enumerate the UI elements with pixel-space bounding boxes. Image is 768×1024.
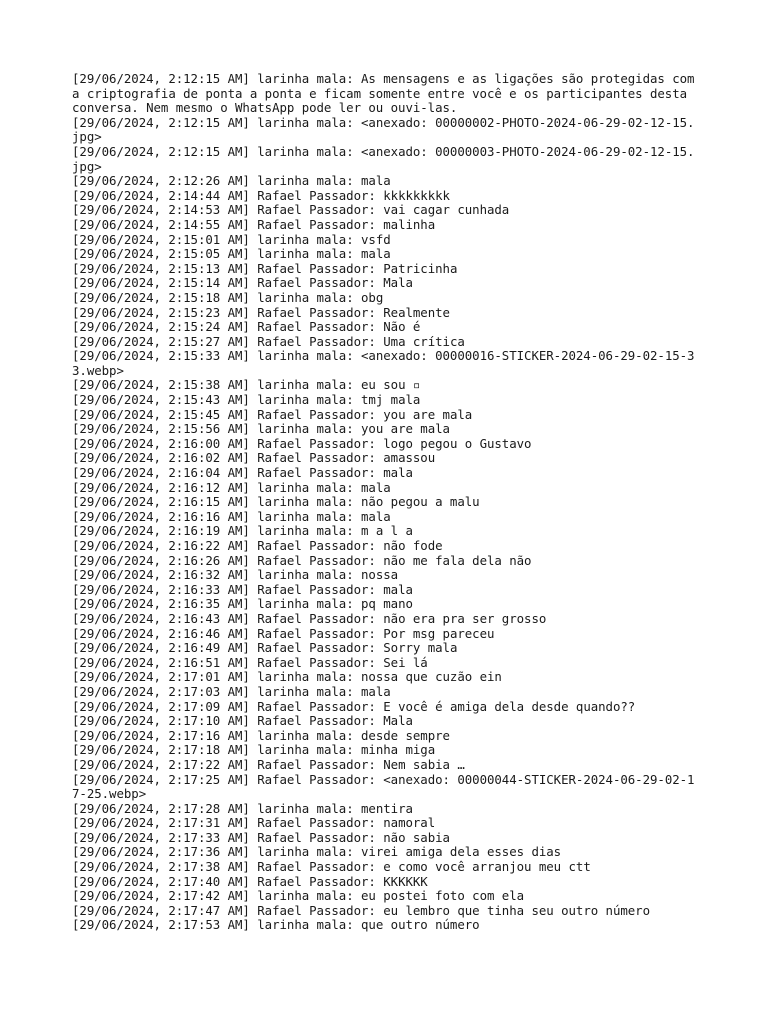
- message-text: mala: [361, 683, 391, 699]
- message-timestamp: [29/06/2024, 2:17:40 AM]: [72, 873, 250, 889]
- message-line: [29/06/2024, 2:16:12 AM] larinha mala: mala: [72, 479, 391, 495]
- message-text: Mala: [383, 275, 413, 291]
- message-text: desde sempre: [361, 727, 450, 743]
- message-text: E você é amiga dela desde quando??: [383, 698, 636, 714]
- message-line: [29/06/2024, 2:15:27 AM] Rafael Passador: Uma crítica: [72, 333, 465, 349]
- message-text: As mensagens e as ligações são protegidas com a criptografia de ponta a ponta e ficam somente entre você e os participantes desta conversa. Nem mesmo o WhatsApp pode ler ou ouvi-las.: [72, 71, 702, 116]
- message-line: [29/06/2024, 2:14:55 AM] Rafael Passador: malinha: [72, 216, 436, 232]
- message-line: [29/06/2024, 2:16:22 AM] Rafael Passador: não fode: [72, 538, 443, 553]
- message-text: Patricinha: [383, 260, 458, 276]
- message-timestamp: [29/06/2024, 2:16:46 AM]: [72, 625, 250, 641]
- message-line: [29/06/2024, 2:16:51 AM] Rafael Passador: Sei lá: [72, 654, 428, 670]
- message-sender: larinha mala: [257, 231, 347, 247]
- message-text: obg: [361, 289, 384, 305]
- message-sender: Rafael Passador: [257, 450, 369, 466]
- message-sender: larinha mala: [257, 173, 347, 189]
- message-line: [29/06/2024, 2:15:38 AM] larinha mala: eu sou ▫: [72, 377, 421, 393]
- message-timestamp: [29/06/2024, 2:16:22 AM]: [72, 538, 250, 553]
- message-sender: Rafael Passador: [257, 538, 369, 553]
- message-line: [29/06/2024, 2:16:43 AM] Rafael Passador: não era pra ser grosso: [72, 610, 547, 626]
- message-sender: larinha mala: [257, 348, 347, 364]
- message-sender: larinha mala: [257, 71, 347, 86]
- message-text: não me fala dela não: [383, 552, 532, 568]
- message-text: <anexado: 00000003-PHOTO-2024-06-29-02-12-15.jpg>: [72, 143, 695, 174]
- message-line: [29/06/2024, 2:16:33 AM] Rafael Passador: mala: [72, 581, 413, 597]
- message-sender: larinha mala: [257, 567, 347, 583]
- message-sender: larinha mala: [257, 727, 347, 743]
- message-timestamp: [29/06/2024, 2:12:15 AM]: [72, 71, 250, 86]
- message-line: [29/06/2024, 2:17:22 AM] Rafael Passador: Nem sabia …: [72, 756, 465, 772]
- message-line: [29/06/2024, 2:17:28 AM] larinha mala: mentira: [72, 800, 413, 816]
- message-line: [29/06/2024, 2:16:26 AM] Rafael Passador: não me fala dela não: [72, 552, 532, 568]
- message-line: [29/06/2024, 2:17:47 AM] Rafael Passador: eu lembro que tinha seu outro número: [72, 902, 651, 918]
- message-line: [29/06/2024, 2:16:35 AM] larinha mala: pq mano: [72, 596, 413, 612]
- message-timestamp: [29/06/2024, 2:12:26 AM]: [72, 173, 250, 189]
- message-line: [29/06/2024, 2:16:04 AM] Rafael Passador: mala: [72, 465, 413, 481]
- message-sender: larinha mala: [257, 289, 347, 305]
- message-text: não fode: [383, 538, 443, 553]
- message-sender: Rafael Passador: [257, 771, 369, 787]
- message-timestamp: [29/06/2024, 2:16:35 AM]: [72, 596, 250, 612]
- message-line: [29/06/2024, 2:16:02 AM] Rafael Passador: amassou: [72, 450, 436, 466]
- message-sender: Rafael Passador: [257, 698, 369, 714]
- message-line: [29/06/2024, 2:17:25 AM] Rafael Passador: <anexado: 00000044-STICKER-2024-06-29-02-17-25.webp>: [72, 771, 695, 802]
- message-sender: larinha mala: [257, 523, 347, 539]
- message-text: virei amiga dela esses dias: [361, 844, 562, 860]
- message-timestamp: [29/06/2024, 2:15:38 AM]: [72, 377, 250, 393]
- message-timestamp: [29/06/2024, 2:17:36 AM]: [72, 844, 250, 860]
- message-line: [29/06/2024, 2:15:23 AM] Rafael Passador: Realmente: [72, 304, 450, 320]
- message-line: [29/06/2024, 2:17:10 AM] Rafael Passador: Mala: [72, 713, 413, 729]
- message-sender: Rafael Passador: [257, 756, 369, 772]
- message-sender: Rafael Passador: [257, 829, 369, 845]
- message-line: [29/06/2024, 2:17:16 AM] larinha mala: desde sempre: [72, 727, 450, 743]
- message-text: pq mano: [361, 596, 413, 612]
- message-text: Por msg pareceu: [383, 625, 495, 641]
- message-sender: larinha mala: [257, 421, 347, 437]
- message-sender: larinha mala: [257, 377, 347, 393]
- message-text: e como você arranjou meu ctt: [383, 859, 591, 875]
- message-line: [29/06/2024, 2:17:18 AM] larinha mala: minha miga: [72, 742, 436, 758]
- message-text: Uma crítica: [383, 333, 465, 349]
- message-text: não sabia: [383, 829, 450, 845]
- message-timestamp: [29/06/2024, 2:17:25 AM]: [72, 771, 250, 787]
- message-line: [29/06/2024, 2:17:33 AM] Rafael Passador: não sabia: [72, 829, 450, 845]
- message-line: [29/06/2024, 2:17:09 AM] Rafael Passador: E você é amiga dela desde quando??: [72, 698, 636, 714]
- message-timestamp: [29/06/2024, 2:14:44 AM]: [72, 187, 250, 203]
- message-timestamp: [29/06/2024, 2:16:51 AM]: [72, 654, 250, 670]
- message-sender: Rafael Passador: [257, 552, 369, 568]
- message-line: [29/06/2024, 2:15:33 AM] larinha mala: <anexado: 00000016-STICKER-2024-06-29-02-15-33.webp>: [72, 348, 695, 378]
- message-timestamp: [29/06/2024, 2:16:33 AM]: [72, 581, 250, 597]
- message-sender: Rafael Passador: [257, 640, 369, 656]
- message-text: mala: [361, 173, 391, 189]
- message-timestamp: [29/06/2024, 2:17:47 AM]: [72, 902, 250, 918]
- message-sender: Rafael Passador: [257, 654, 369, 670]
- message-timestamp: [29/06/2024, 2:16:43 AM]: [72, 610, 250, 626]
- message-text: you are mala: [383, 406, 473, 422]
- message-line: [29/06/2024, 2:15:43 AM] larinha mala: tmj mala: [72, 392, 421, 408]
- message-timestamp: [29/06/2024, 2:15:45 AM]: [72, 406, 250, 422]
- message-text: <anexado: 00000002-PHOTO-2024-06-29-02-12-15.jpg>: [72, 114, 695, 145]
- message-text: kkkkkkkkk: [383, 187, 450, 203]
- message-sender: Rafael Passador: [257, 304, 369, 320]
- message-timestamp: [29/06/2024, 2:16:32 AM]: [72, 567, 250, 583]
- message-line: [29/06/2024, 2:17:53 AM] larinha mala: que outro número: [72, 917, 480, 933]
- message-timestamp: [29/06/2024, 2:15:27 AM]: [72, 333, 250, 349]
- message-timestamp: [29/06/2024, 2:17:01 AM]: [72, 669, 250, 685]
- message-timestamp: [29/06/2024, 2:17:42 AM]: [72, 888, 250, 904]
- message-timestamp: [29/06/2024, 2:17:53 AM]: [72, 917, 250, 933]
- message-sender: Rafael Passador: [257, 625, 369, 641]
- message-text: tmj mala: [361, 392, 421, 408]
- message-sender: Rafael Passador: [257, 610, 369, 626]
- message-line: [29/06/2024, 2:15:14 AM] Rafael Passador: Mala: [72, 275, 413, 291]
- message-line: [29/06/2024, 2:12:26 AM] larinha mala: mala: [72, 173, 391, 189]
- message-text: não era pra ser grosso: [383, 610, 547, 626]
- message-text: namoral: [383, 815, 436, 831]
- message-line: [29/06/2024, 2:16:16 AM] larinha mala: mala: [72, 508, 391, 524]
- message-line: [29/06/2024, 2:15:24 AM] Rafael Passador: Não é: [72, 319, 421, 335]
- message-sender: larinha mala: [257, 917, 347, 933]
- message-sender: Rafael Passador: [257, 187, 369, 203]
- message-text: minha miga: [361, 742, 436, 758]
- message-line: [29/06/2024, 2:15:13 AM] Rafael Passador: Patricinha: [72, 260, 458, 276]
- message-text: nossa: [361, 567, 399, 583]
- message-timestamp: [29/06/2024, 2:16:04 AM]: [72, 465, 250, 481]
- message-timestamp: [29/06/2024, 2:17:22 AM]: [72, 756, 250, 772]
- message-text: mala: [361, 479, 391, 495]
- message-line: [29/06/2024, 2:16:46 AM] Rafael Passador: Por msg pareceu: [72, 625, 495, 641]
- message-sender: Rafael Passador: [257, 713, 369, 729]
- message-text: amassou: [383, 450, 436, 466]
- message-timestamp: [29/06/2024, 2:16:12 AM]: [72, 479, 250, 495]
- message-text: que outro número: [361, 917, 480, 933]
- message-sender: larinha mala: [257, 494, 347, 510]
- message-sender: Rafael Passador: [257, 216, 369, 232]
- message-timestamp: [29/06/2024, 2:15:01 AM]: [72, 231, 250, 247]
- message-sender: larinha mala: [257, 508, 347, 524]
- message-timestamp: [29/06/2024, 2:17:10 AM]: [72, 713, 250, 729]
- message-timestamp: [29/06/2024, 2:15:56 AM]: [72, 421, 250, 437]
- message-timestamp: [29/06/2024, 2:15:18 AM]: [72, 289, 250, 305]
- message-timestamp: [29/06/2024, 2:15:23 AM]: [72, 304, 250, 320]
- message-text: <anexado: 00000016-STICKER-2024-06-29-02-15-33.webp>: [72, 348, 695, 378]
- message-sender: Rafael Passador: [257, 406, 369, 422]
- message-line: [29/06/2024, 2:12:15 AM] larinha mala: As mensagens e as ligações são protegidas com a criptografia de ponta a ponta e ficam somente entre você e os participantes desta conversa. Nem mesmo o WhatsApp pode ler ou ouvi-las.: [72, 71, 702, 116]
- message-line: [29/06/2024, 2:17:38 AM] Rafael Passador: e como você arranjou meu ctt: [72, 859, 591, 875]
- message-line: [29/06/2024, 2:16:32 AM] larinha mala: nossa: [72, 567, 399, 583]
- message-timestamp: [29/06/2024, 2:14:53 AM]: [72, 202, 250, 218]
- message-text: logo pegou o Gustavo: [383, 435, 532, 451]
- message-sender: larinha mala: [257, 742, 347, 758]
- message-timestamp: [29/06/2024, 2:16:16 AM]: [72, 508, 250, 524]
- message-text: mala: [383, 465, 413, 481]
- message-timestamp: [29/06/2024, 2:12:15 AM]: [72, 143, 250, 159]
- message-sender: Rafael Passador: [257, 902, 369, 918]
- message-timestamp: [29/06/2024, 2:16:00 AM]: [72, 435, 250, 451]
- message-sender: Rafael Passador: [257, 333, 369, 349]
- message-line: [29/06/2024, 2:17:40 AM] Rafael Passador: KKKKKK: [72, 873, 428, 889]
- message-sender: larinha mala: [257, 596, 347, 612]
- message-line: [29/06/2024, 2:15:18 AM] larinha mala: obg: [72, 289, 384, 305]
- message-text: eu lembro que tinha seu outro número: [383, 902, 651, 918]
- message-text: mala: [361, 508, 391, 524]
- message-text: Nem sabia …: [383, 756, 465, 772]
- message-line: [29/06/2024, 2:15:01 AM] larinha mala: vsfd: [72, 231, 391, 247]
- message-sender: larinha mala: [257, 800, 347, 816]
- message-text: mentira: [361, 800, 413, 816]
- message-sender: larinha mala: [257, 479, 347, 495]
- message-line: [29/06/2024, 2:17:01 AM] larinha mala: nossa que cuzão ein: [72, 669, 502, 685]
- message-timestamp: [29/06/2024, 2:15:33 AM]: [72, 348, 250, 364]
- message-timestamp: [29/06/2024, 2:16:15 AM]: [72, 494, 250, 510]
- message-timestamp: [29/06/2024, 2:17:31 AM]: [72, 815, 250, 831]
- message-sender: Rafael Passador: [257, 859, 369, 875]
- message-line: [29/06/2024, 2:16:49 AM] Rafael Passador: Sorry mala: [72, 640, 458, 656]
- message-text: nossa que cuzão ein: [361, 669, 502, 685]
- message-line: [29/06/2024, 2:12:15 AM] larinha mala: <anexado: 00000003-PHOTO-2024-06-29-02-12-15.jpg>: [72, 143, 695, 174]
- message-sender: Rafael Passador: [257, 275, 369, 291]
- message-line: [29/06/2024, 2:12:15 AM] larinha mala: <anexado: 00000002-PHOTO-2024-06-29-02-12-15.jpg>: [72, 114, 695, 145]
- message-timestamp: [29/06/2024, 2:16:49 AM]: [72, 640, 250, 656]
- message-sender: larinha mala: [257, 114, 347, 130]
- message-timestamp: [29/06/2024, 2:15:14 AM]: [72, 275, 250, 291]
- message-text: eu sou ▫: [361, 377, 421, 393]
- message-sender: larinha mala: [257, 888, 347, 904]
- message-timestamp: [29/06/2024, 2:14:55 AM]: [72, 216, 250, 232]
- message-line: [29/06/2024, 2:16:15 AM] larinha mala: não pegou a malu: [72, 494, 480, 510]
- message-timestamp: [29/06/2024, 2:17:18 AM]: [72, 742, 250, 758]
- message-sender: larinha mala: [257, 246, 347, 262]
- message-text: não pegou a malu: [361, 494, 480, 510]
- message-timestamp: [29/06/2024, 2:17:33 AM]: [72, 829, 250, 845]
- message-text: Mala: [383, 713, 413, 729]
- message-line: [29/06/2024, 2:17:36 AM] larinha mala: virei amiga dela esses dias: [72, 844, 562, 860]
- message-text: Sei lá: [383, 654, 428, 670]
- message-sender: larinha mala: [257, 669, 347, 685]
- message-timestamp: [29/06/2024, 2:17:28 AM]: [72, 800, 250, 816]
- message-text: Sorry mala: [383, 640, 458, 656]
- message-timestamp: [29/06/2024, 2:15:13 AM]: [72, 260, 250, 276]
- message-timestamp: [29/06/2024, 2:12:15 AM]: [72, 114, 250, 130]
- message-sender: Rafael Passador: [257, 260, 369, 276]
- message-line: [29/06/2024, 2:17:42 AM] larinha mala: eu postei foto com ela: [72, 888, 525, 904]
- message-text: you are mala: [361, 421, 450, 437]
- message-timestamp: [29/06/2024, 2:15:24 AM]: [72, 319, 250, 335]
- message-sender: larinha mala: [257, 143, 347, 159]
- message-text: vsfd: [361, 231, 391, 247]
- chat-transcript: [72, 71, 702, 933]
- message-timestamp: [29/06/2024, 2:15:43 AM]: [72, 392, 250, 408]
- message-timestamp: [29/06/2024, 2:17:03 AM]: [72, 683, 250, 699]
- message-text: malinha: [383, 216, 436, 232]
- message-timestamp: [29/06/2024, 2:17:16 AM]: [72, 727, 250, 743]
- message-text: eu postei foto com ela: [361, 888, 525, 904]
- message-line: [29/06/2024, 2:15:05 AM] larinha mala: mala: [72, 246, 391, 262]
- message-timestamp: [29/06/2024, 2:16:19 AM]: [72, 523, 250, 539]
- message-line: [29/06/2024, 2:15:45 AM] Rafael Passador: you are mala: [72, 406, 473, 422]
- message-line: [29/06/2024, 2:15:56 AM] larinha mala: you are mala: [72, 421, 450, 437]
- message-sender: Rafael Passador: [257, 465, 369, 481]
- message-sender: larinha mala: [257, 844, 347, 860]
- message-sender: Rafael Passador: [257, 319, 369, 335]
- message-sender: Rafael Passador: [257, 435, 369, 451]
- message-timestamp: [29/06/2024, 2:17:09 AM]: [72, 698, 250, 714]
- message-sender: larinha mala: [257, 392, 347, 408]
- message-line: [29/06/2024, 2:14:53 AM] Rafael Passador: vai cagar cunhada: [72, 202, 510, 218]
- message-sender: larinha mala: [257, 683, 347, 699]
- message-text: Não é: [383, 319, 421, 335]
- message-sender: Rafael Passador: [257, 581, 369, 597]
- message-text: mala: [361, 246, 391, 262]
- message-text: <anexado: 00000044-STICKER-2024-06-29-02-17-25.webp>: [72, 771, 695, 802]
- message-sender: Rafael Passador: [257, 815, 369, 831]
- message-line: [29/06/2024, 2:14:44 AM] Rafael Passador: kkkkkkkkk: [72, 187, 450, 203]
- message-text: KKKKKK: [383, 873, 428, 889]
- message-sender: Rafael Passador: [257, 873, 369, 889]
- message-line: [29/06/2024, 2:17:31 AM] Rafael Passador: namoral: [72, 815, 436, 831]
- message-timestamp: [29/06/2024, 2:16:26 AM]: [72, 552, 250, 568]
- message-line: [29/06/2024, 2:16:19 AM] larinha mala: m a l a: [72, 523, 413, 539]
- message-timestamp: [29/06/2024, 2:17:38 AM]: [72, 859, 250, 875]
- message-timestamp: [29/06/2024, 2:16:02 AM]: [72, 450, 250, 466]
- message-line: [29/06/2024, 2:16:00 AM] Rafael Passador: logo pegou o Gustavo: [72, 435, 532, 451]
- message-line: [29/06/2024, 2:17:03 AM] larinha mala: mala: [72, 683, 391, 699]
- message-text: vai cagar cunhada: [383, 202, 510, 218]
- message-sender: Rafael Passador: [257, 202, 369, 218]
- message-text: m a l a: [361, 523, 413, 539]
- message-text: mala: [383, 581, 413, 597]
- message-text: Realmente: [383, 304, 450, 320]
- message-timestamp: [29/06/2024, 2:15:05 AM]: [72, 246, 250, 262]
